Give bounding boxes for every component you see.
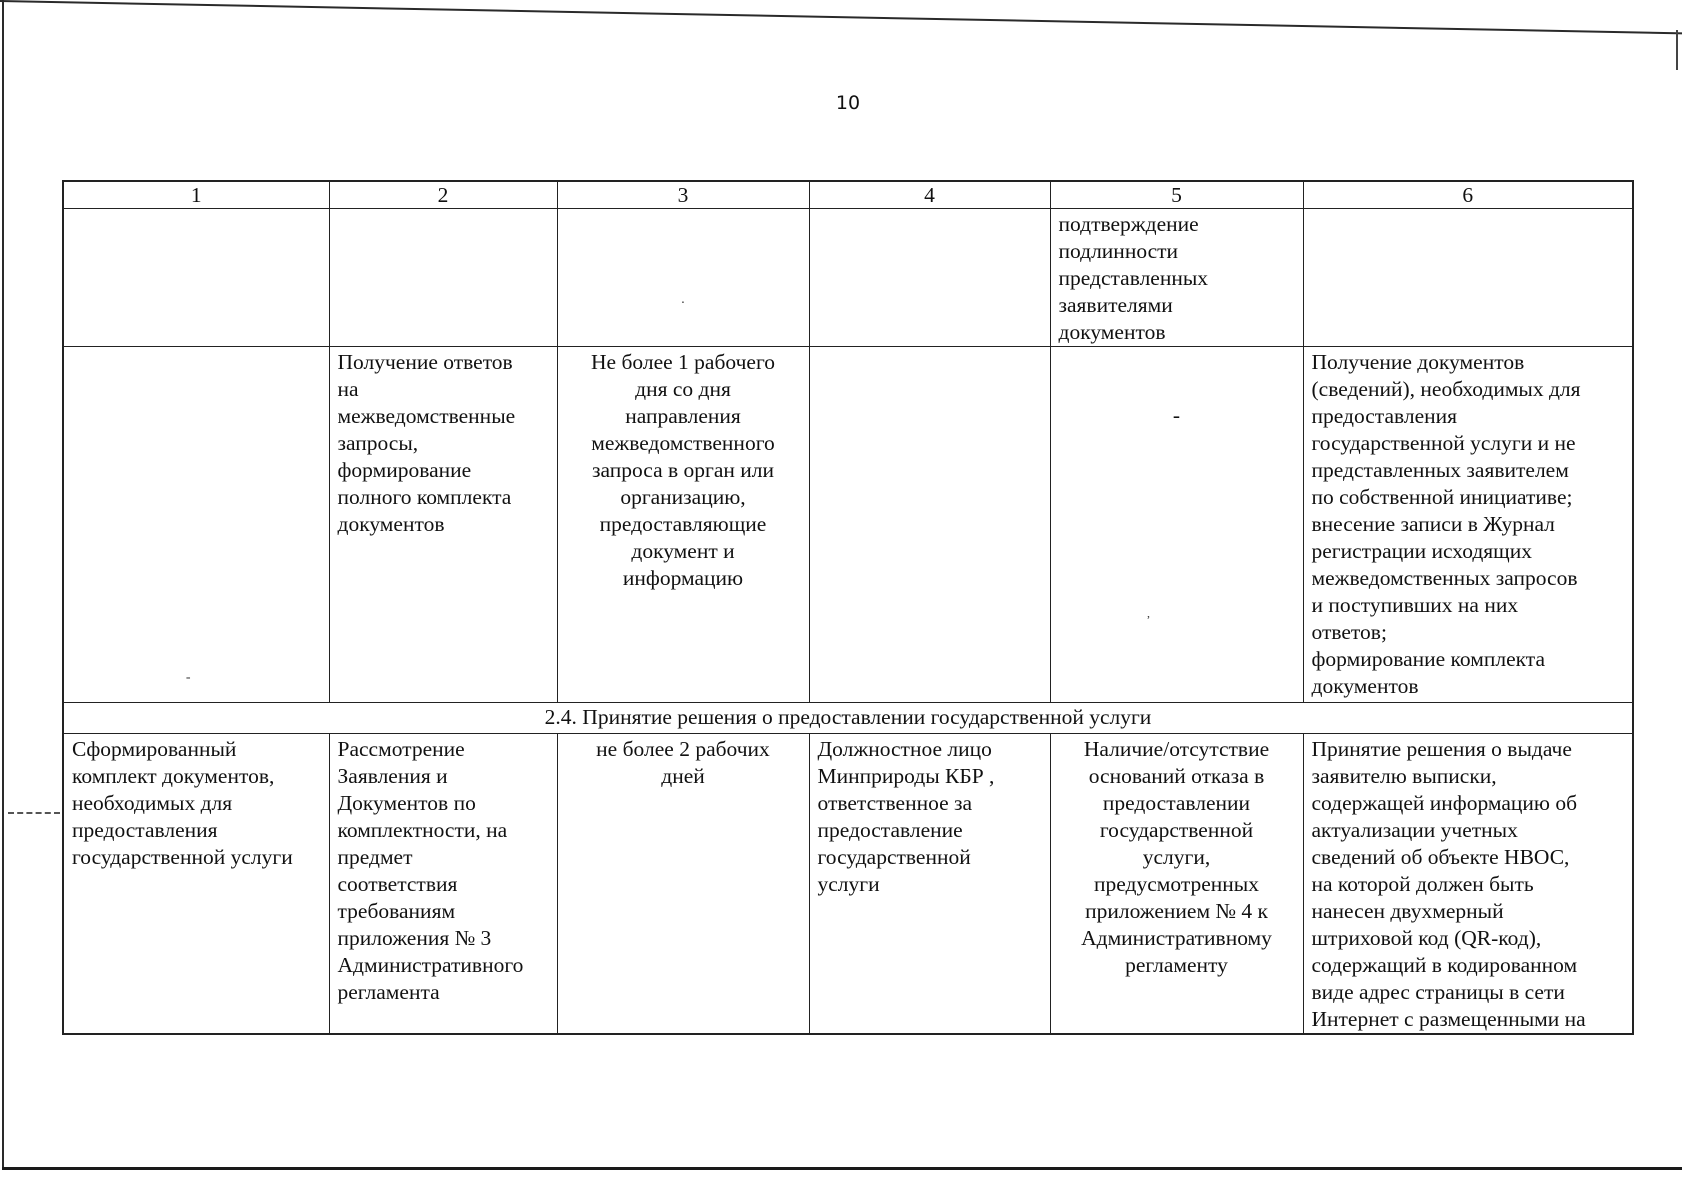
row2-cell-2: Получение ответов на межведомственные запросы, формирование полного комплекта документов [329,347,557,703]
row1-cell-5: подтверждение подлинности представленных заявителями документов [1050,209,1303,347]
row3-cell-6: Принятие решения о выдаче заявителю выписки, содержащей информацию об актуализации учетных сведений об объекте НВОС, на которой должен быть нанесен двухмерный штриховой код (QR-код), содержащий в кодированном виде адрес страницы в сети Интернет с размещенными на [1303,734,1633,1035]
column-header-5: 5 [1050,181,1303,209]
column-header-1: 1 [63,181,329,209]
table-row [63,209,1633,347]
row2-cell-1 [63,347,329,703]
column-header-4: 4 [809,181,1050,209]
row3-cell-5: Наличие/отсутствие оснований отказа в предоставлении государственной услуги, предусмотренных приложением № 4 к Административному регламенту [1050,734,1303,1035]
scan-speck: , [1147,606,1150,620]
scan-speck: · [680,296,686,311]
procedure-table [62,180,1634,1035]
row1-cell-3 [557,209,809,347]
column-header-2: 2 [329,181,557,209]
page-number: 10 [835,92,861,114]
row1-cell-2 [329,209,557,347]
margin-dash-mark [8,812,60,814]
row2-cell-6: Получение документов (сведений), необходимых для предоставления государственной услуги и не представленных заявителем по собственной инициативе; внесение записи в Журнал регистрации исходящих межведомственных запросов и поступивших на них ответов; формирование комплекта документов [1303,347,1633,703]
table-row [63,347,1633,703]
row3-cell-1: Сформированный комплект документов, необходимых для предоставления государственной услуги [63,734,329,1035]
page-edge-right [1676,30,1678,70]
row2-cell-5 [1050,347,1303,703]
page-edge-bottom [2,1167,1682,1170]
table-header-row [63,181,1633,209]
row3-cell-3: не более 2 рабочих дней [557,734,809,1035]
row1-cell-4 [809,209,1050,347]
row2-cell-4 [809,347,1050,703]
page-edge-top [0,0,1682,34]
column-header-3: 3 [557,181,809,209]
section-title: 2.4. Принятие решения о предоставлении государственной услуги [63,703,1633,734]
page-edge-left [2,0,4,1170]
scan-speck: - [185,670,191,685]
row1-cell-6 [1303,209,1633,347]
row2-cell-5-dash: - [1172,403,1181,427]
column-header-6: 6 [1303,181,1633,209]
row1-cell-1 [63,209,329,347]
row3-cell-4: Должностное лицо Минприроды КБР , ответственное за предоставление государственной услуги [809,734,1050,1035]
row3-cell-2: Рассмотрение Заявления и Документов по комплектности, на предмет соответствия требованиям приложения № 3 Административного регламента [329,734,557,1035]
row2-cell-3: Не более 1 рабочего дня со дня направления межведомственного запроса в орган или организацию, предоставляющие документ и информацию [557,347,809,703]
section-title-row [63,703,1633,734]
table-row [63,734,1633,1035]
